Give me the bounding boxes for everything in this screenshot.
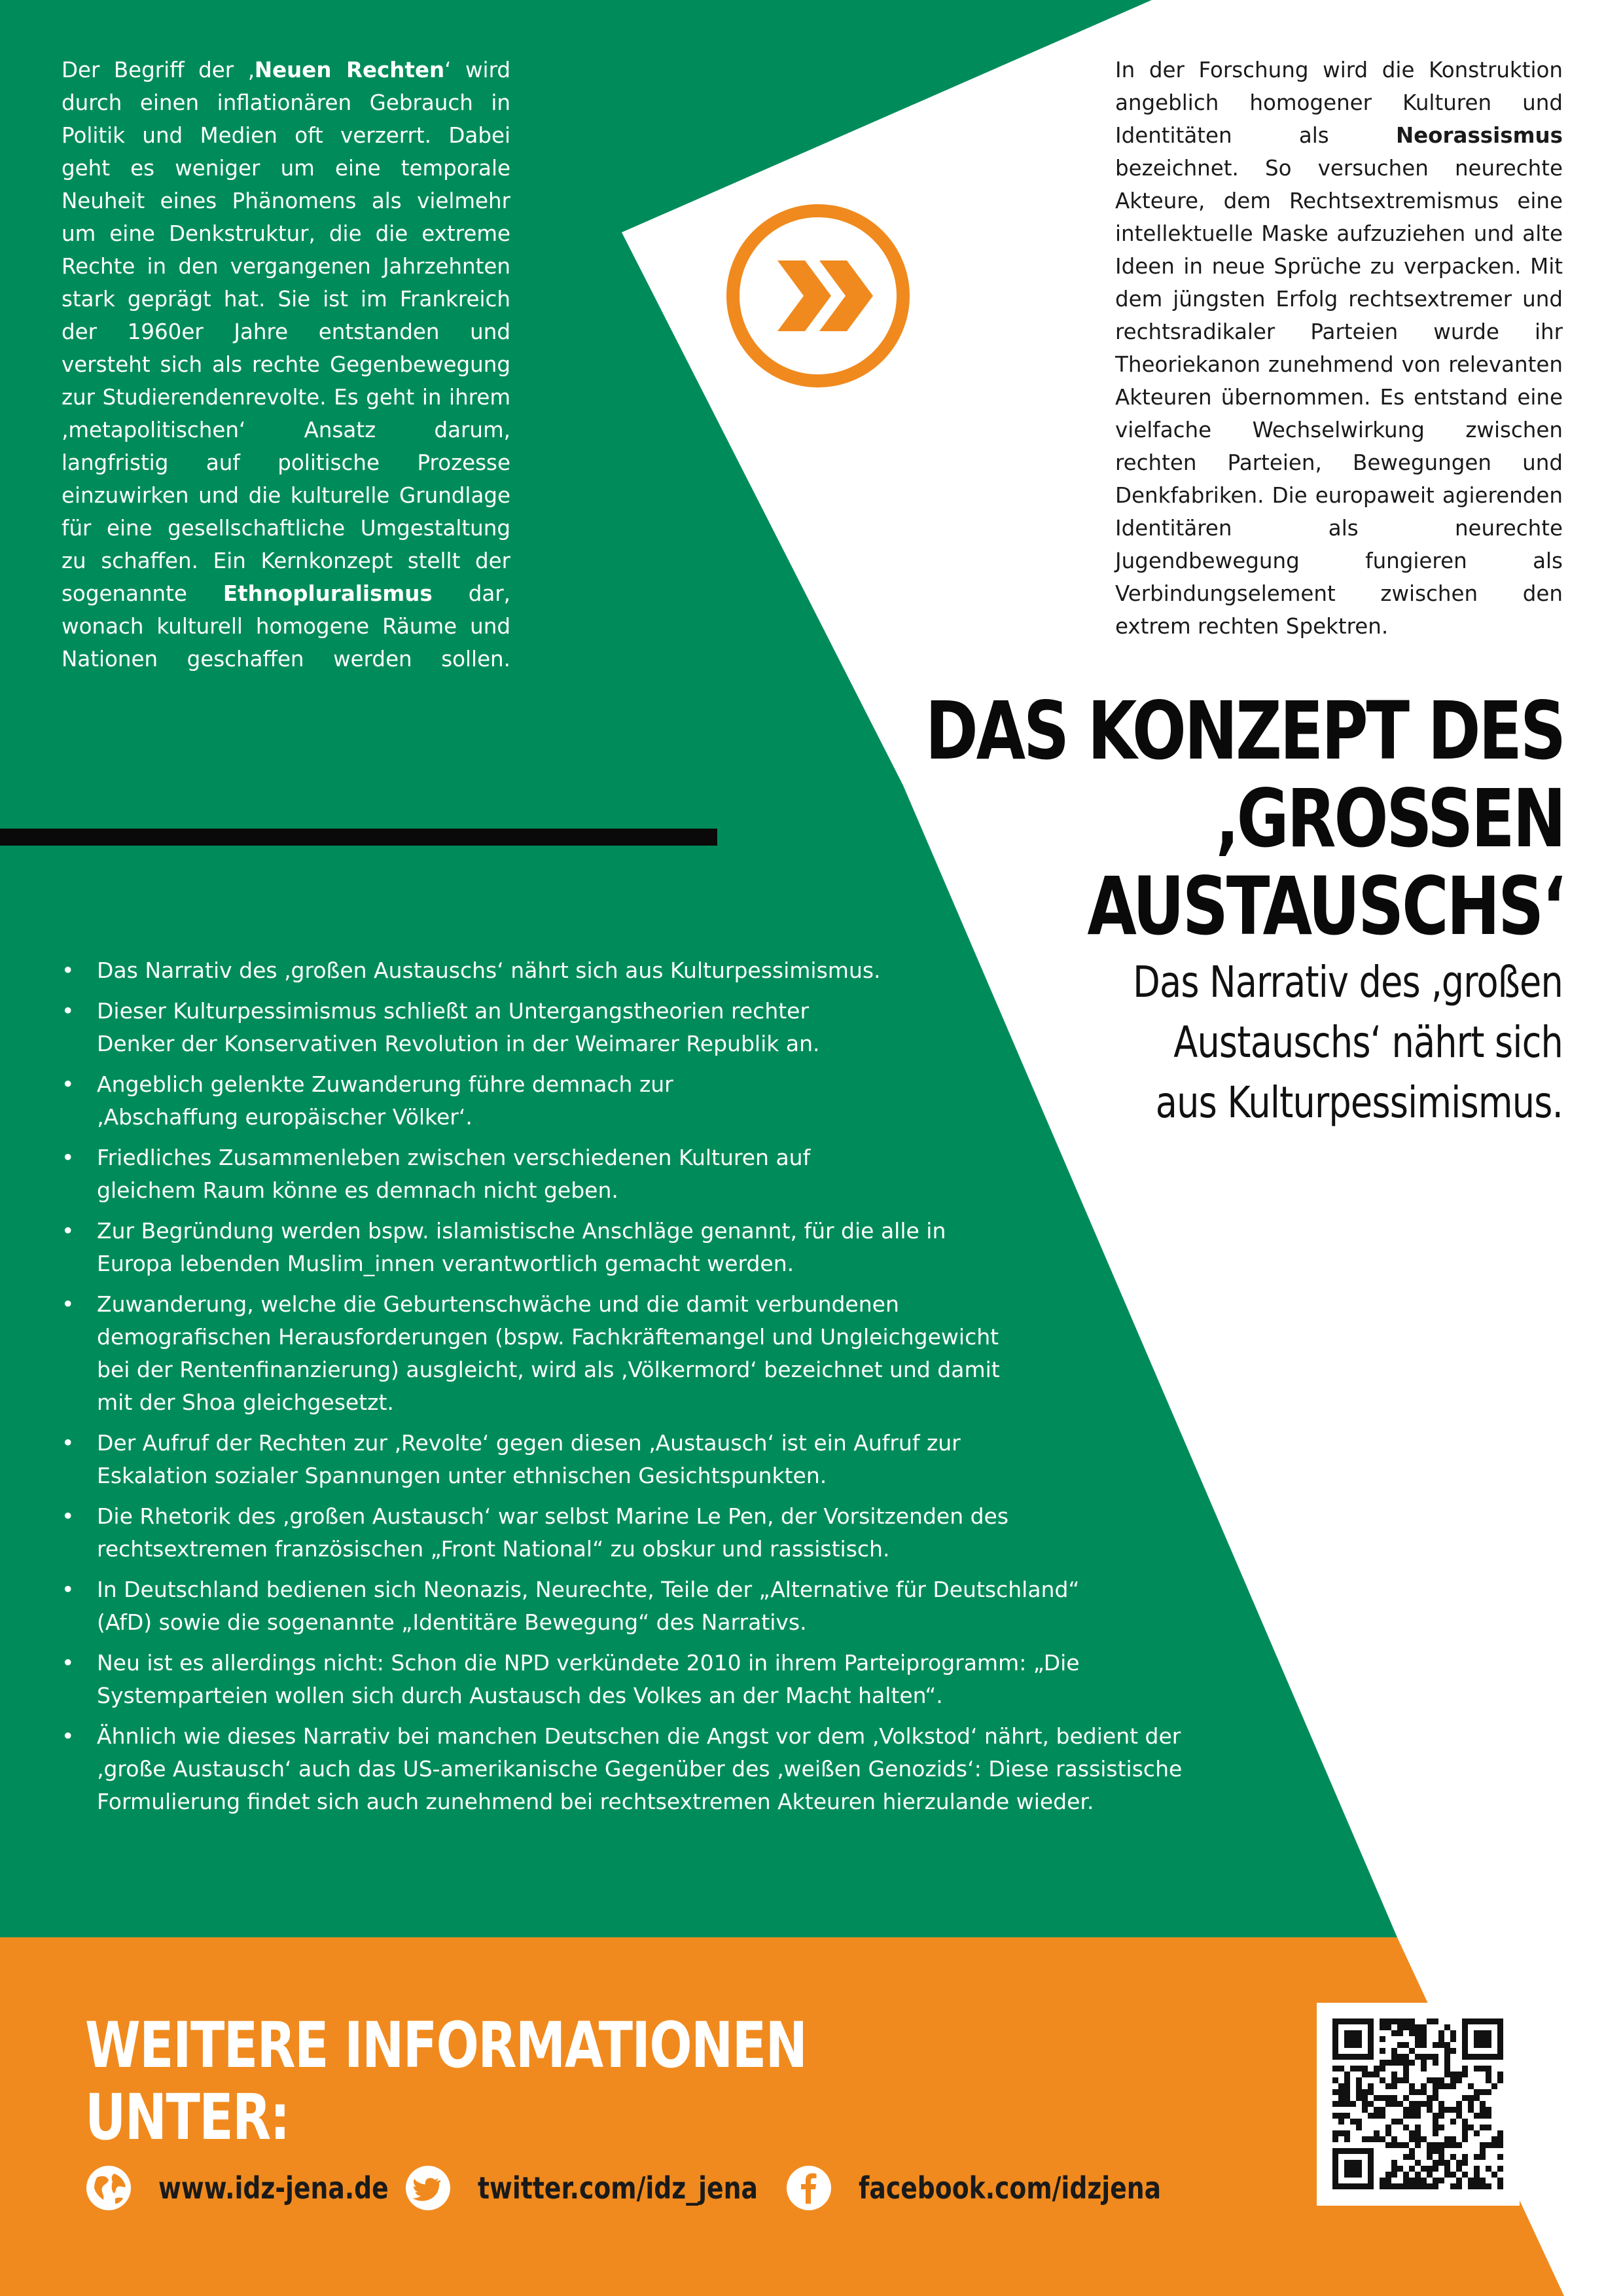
list-item: • Ähnlich wie dieses Narrativ bei manchen Deutschen die Angst vor dem ‚Volkstod‘ nährt, bedient der ‚große Austausch‘ auch das US-amerikanische Gegenüber des ‚weißen Genozids‘: Diese rassistische Formulierung findet sich auch zunehmend bei rechtsextremen Akteuren hierzulande wieder. <box>62 1720 1209 1818</box>
term-ethnopluralismus: Ethnopluralismus <box>223 581 433 606</box>
list-item: • Zuwanderung, welche die Geburtenschwäche und die damit verbundenen demografischen Herausforderungen (bspw. Fachkräftemangel und Ungleichgewicht bei der Rentenfinanzierung) ausgleicht, wird als ‚Völkermord‘ bezeichnet und damit mit der Shoa gleichgesetzt. <box>62 1288 1013 1419</box>
pull-quote: Das Narrativ des ‚großen Austauschs‘ nährt sich aus Kulturpessimismus. <box>1133 957 1563 1128</box>
list-item: • Neu ist es allerdings nicht: Schon die NPD verkündete 2010 in ihrem Parteiprogramm: „Die Systemparteien wollen sich durch Austausch des Volkes an der Macht halten“. <box>62 1647 1118 1712</box>
qr-code[interactable] <box>1317 2003 1520 2206</box>
list-item: • Der Aufruf der Rechten zur ‚Revolte‘ gegen diesen ‚Austausch‘ ist ein Aufruf zur Eskalation sozialer Spannungen unter ethnischen Gesichtspunkten. <box>62 1427 1007 1492</box>
facebook-label: facebook.com/idzjena <box>859 2170 1162 2206</box>
divider-bar <box>0 829 717 846</box>
globe-icon <box>85 2164 132 2212</box>
list-item: • Dieser Kulturpessimismus schließt an Untergangstheorien rechter Denker der Konservativen Revolution in der Weimarer Republik an. <box>62 995 843 1060</box>
facebook-link[interactable] <box>785 2159 1228 2217</box>
term-neue-rechte: Neuen Rechten <box>254 58 445 82</box>
facebook-icon <box>785 2164 832 2212</box>
page-title: DAS KONZEPT DES ‚GROSSEN AUSTAUSCHS‘ <box>925 685 1564 953</box>
list-item: • Friedliches Zusammenleben zwischen verschiedenen Kulturen auf gleichem Raum könne es demnach nicht geben. <box>62 1141 895 1207</box>
info-heading: WEITERE INFORMATIONEN UNTER: <box>85 2009 807 2154</box>
term-neorassismus: Neorassismus <box>1395 123 1563 148</box>
website-link[interactable] <box>85 2159 439 2217</box>
list-item: • Die Rhetorik des ‚großen Austausch‘ war selbst Marine Le Pen, der Vorsitzenden des rechtsextremen französischen „Front National“ zu obskur und rassistisch. <box>62 1500 1039 1566</box>
double-chevron-right-icon <box>733 211 903 381</box>
twitter-link[interactable] <box>404 2159 819 2217</box>
qr-code-icon <box>1317 2003 1520 2206</box>
twitter-label: twitter.com/idz_jena <box>478 2170 758 2206</box>
bullet-list <box>62 954 1183 1826</box>
list-item: • In Deutschland bedienen sich Neonazis, Neurechte, Teile der „Alternative für Deutschland“ (AfD) sowie die sogenannte „Identitäre Bewegung“ des Narrativs. <box>62 1573 1118 1639</box>
footer-links <box>85 2159 1198 2217</box>
list-item: • Zur Begründung werden bspw. islamistische Anschläge genannt, für die alle in Europa lebenden Muslim_innen verantwortlich gemacht werden. <box>62 1215 1000 1280</box>
twitter-icon <box>404 2164 452 2212</box>
intro-paragraph-left: Der Begriff der ‚Neuen Rechten‘ wird durch einen inflationären Gebrauch in Politik und Medien oft verzerrt. Dabei geht es weniger um eine temporale Neuheit eines Phänomens als vielmehr um eine Denkstruktur, die die extreme Rechte in den vergangenen Jahrzehnten stark geprägt hat. Sie ist im Frankreich der 1960er Jahre entstanden und versteht sich als rechte Gegenbewegung zur Studierendenrevolte. Es geht in ihrem ‚metapolitischen‘ Ansatz darum, langfristig auf politische Prozesse einzuwirken und die kulturelle Grundlage für eine gesellschaftliche Umgestaltung zu schaffen. Ein Kernkonzept stellt der sogenannte Ethnopluralismus dar, wonach kulturell homogene Räume und Nationen geschaffen werden sollen. <box>62 58 510 672</box>
list-item: • Angeblich gelenkte Zuwanderung führe demnach zur ‚Abschaffung europäischer Völker‘. <box>62 1068 817 1134</box>
website-label: www.idz-jena.de <box>158 2170 389 2206</box>
list-item: • Das Narrativ des ‚großen Austauschs‘ nährt sich aus Kulturpessimismus. <box>62 954 1174 987</box>
intro-paragraph-right: In der Forschung wird die Konstruktion angeblich homogener Kulturen und Identitäten als Neorassismus bezeichnet. So versuchen neurechte Akteure, dem Rechtsextremismus eine intellektuelle Maske aufzuziehen und alte Ideen in neue Sprüche zu verpacken. Mit dem jüngsten Erfolg rechtsextremer und rechtsradikaler Parteien wurde ihr Theoriekanon zunehmend von relevanten Akteuren übernommen. Es entstand eine vielfache Wechselwirkung zwischen rechten Parteien, Bewegungen und Denkfabriken. Die europaweit agierenden Identitären als neurechte Jugendbewegung fungieren als Verbindungselement zwischen den extrem rechten Spektren. <box>1115 58 1563 639</box>
